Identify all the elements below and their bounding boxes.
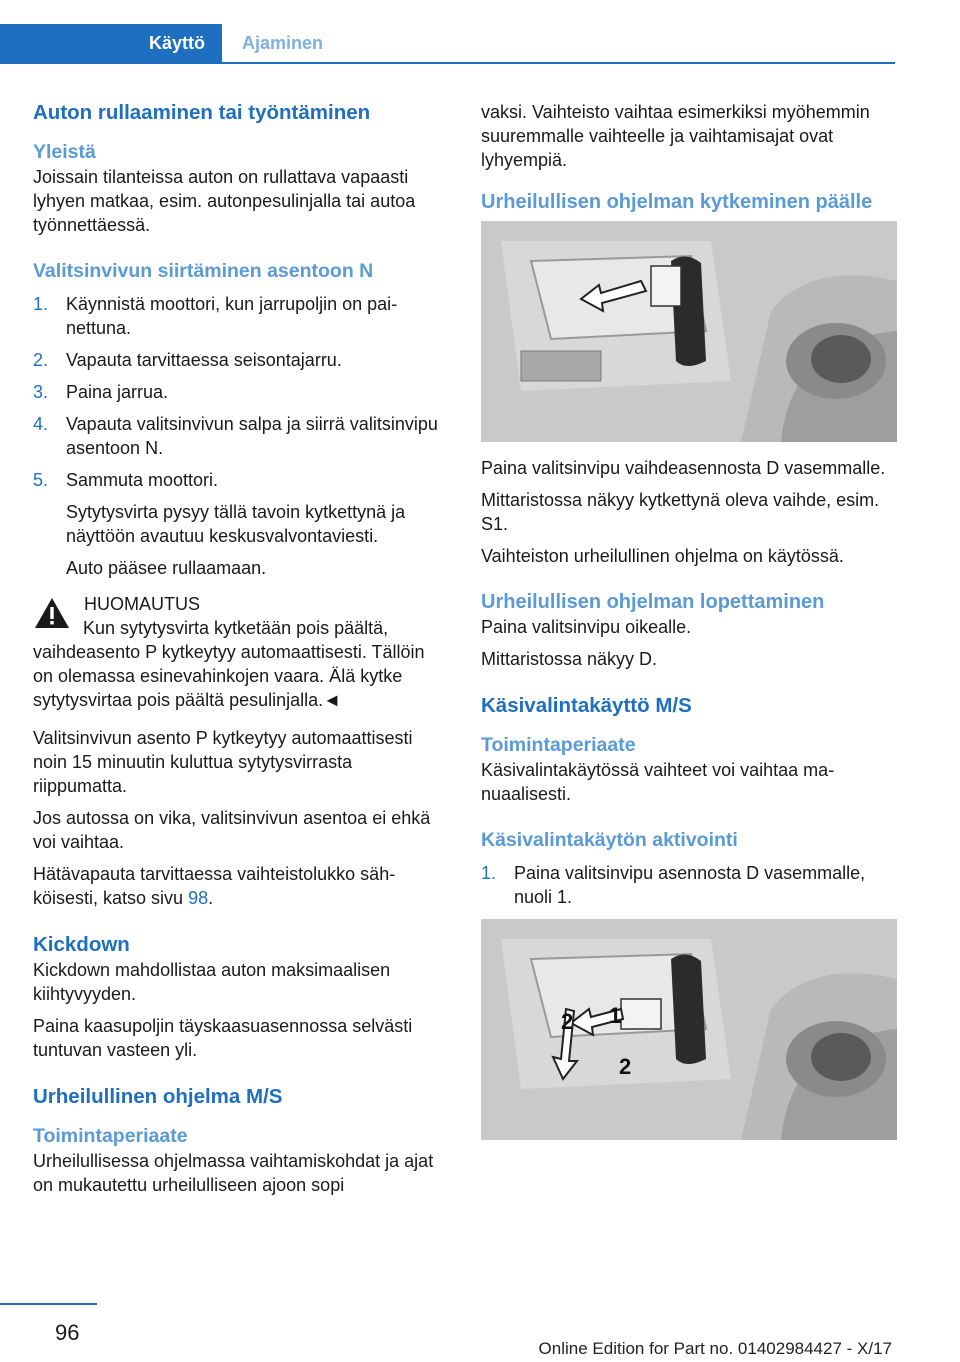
paragraph-manual: Käsivalintakäytössä vaihteet voi vaihtaa manuaalisesti. <box>481 760 835 804</box>
arrow-label-1: 1 <box>609 1003 622 1028</box>
activate-list <box>481 861 897 909</box>
steps-list <box>33 292 449 580</box>
right-column <box>481 100 897 1154</box>
step-text: Käynnistä moottori, kun jarrupoljin on painettuna. <box>66 294 398 338</box>
paragraph-kickdown-2: Paina kaasupoljin täyskaasuasennossa selvästi tuntuvan vasteen yli. <box>33 1016 413 1060</box>
step-number: 4. <box>33 414 49 434</box>
list-item <box>33 412 449 460</box>
paragraph-on-1: Paina valitsinvipu vaihdeasennosta D vasemmalle. <box>481 458 886 478</box>
list-item <box>33 380 449 404</box>
edition-text: Online Edition for Part no. 01402984427 - X/17 <box>538 1339 892 1358</box>
step-number: 1. <box>33 294 49 314</box>
paragraph-on-3: Vaihteiston urheilullinen ohjelma on käytössä. <box>481 546 844 566</box>
page-link[interactable]: 98 <box>188 888 209 908</box>
step5-sub1: Sytytysvirta pysyy tällä tavoin kytkettynä ja näyttöön avautuu keskusvalvontaviesti. <box>66 502 406 546</box>
heading-principle-2: Toimintaperiaate <box>481 734 636 756</box>
gear-selector-image <box>481 221 897 442</box>
step-number: 5. <box>33 470 49 490</box>
paragraph-general: Joissain tilanteissa auton on rullattava vapaasti lyhyen matkaa, esim. autonpesulinjalla tai autoa työnnettäessä. <box>33 167 416 235</box>
step-number: 1. <box>481 863 497 883</box>
step-text: Sammuta moottori. <box>66 470 219 490</box>
release-end: . <box>208 888 214 908</box>
paragraph-on-2: Mittaristossa näkyy kytkettynä oleva vaihde, esim. S1. <box>481 490 880 534</box>
paragraph-off-1: Paina valitsinvipu oikealle. <box>481 617 692 637</box>
arrow-label-2b: 2 <box>619 1054 632 1079</box>
heading-rolling: Auton rullaaminen tai työntäminen <box>33 101 371 124</box>
tab-ajaminen[interactable]: Ajaminen <box>242 32 324 53</box>
step-number: 2. <box>33 350 49 370</box>
page-number: 96 <box>55 1320 80 1345</box>
step-number: 3. <box>33 382 49 402</box>
step-text: Vapauta valitsinvivun salpa ja siirrä valitsinvipu asentoon N. <box>66 414 438 458</box>
heading-sport-off: Urheilullisen ohjelman lopettaminen <box>481 591 825 613</box>
list-item <box>33 468 449 580</box>
step-text: Paina jarrua. <box>66 382 169 402</box>
paragraph-kickdown-1: Kickdown mahdollistaa auton maksimaalisen kiihtyvyyden. <box>33 960 391 1004</box>
paragraph-auto-p: Valitsinvivun asento P kytkeytyy automaattisesti noin 15 minuutin kuluttua sytytysvirrasta riippumatta. <box>33 728 413 796</box>
list-item <box>33 348 449 372</box>
step5-sub2: Auto pääsee rullaamaan. <box>66 558 267 578</box>
arrow-label-2a: 2 <box>561 1009 574 1034</box>
warning-text: Kun sytytysvirta kytketään pois päältä, vaihdeasento P kytkeytyy automaattisesti. Tällöin on olemassa esinevahinkojen vaara. Älä kytke sytytysvirtaa pois päältä pesulinjalla.◄ <box>33 618 425 710</box>
tab-kaytto[interactable]: Käyttö <box>0 24 222 62</box>
heading-activate: Käsivalintakäytön aktivointi <box>481 829 738 851</box>
warning-title: HUOMAUTUS <box>84 594 200 614</box>
warning-block <box>33 592 449 712</box>
heading-shift-n: Valitsinvivun siirtäminen asentoon N <box>33 260 374 282</box>
paragraph-fault: Jos autossa on vika, valitsinvivun asentoa ei ehkä voi vaihtaa. <box>33 808 431 852</box>
paragraph-release <box>33 862 449 910</box>
heading-sport: Urheilullinen ohjelma M/S <box>33 1085 283 1108</box>
step-text: Paina valitsinvipu asennosta D vasemmalle, nuoli 1. <box>514 863 866 907</box>
manual-mode-image <box>481 919 897 1140</box>
paragraph-off-2: Mittaristossa näkyy D. <box>481 649 658 669</box>
heading-general: Yleistä <box>33 141 96 163</box>
release-text: Hätävapauta tarvittaessa vaihteistolukko sähköisesti, katso sivu <box>33 864 396 908</box>
heading-kickdown: Kickdown <box>33 933 130 956</box>
heading-principle: Toimintaperiaate <box>33 1125 188 1147</box>
warning-triangle-icon <box>33 596 71 630</box>
list-item <box>33 292 449 340</box>
list-item <box>481 861 897 909</box>
heading-sport-on: Urheilullisen ohjelman kytkeminen päälle <box>481 191 873 213</box>
left-column <box>33 100 449 1205</box>
header-bar <box>0 0 895 64</box>
step-text: Vapauta tarvittaessa seisontajarru. <box>66 350 342 370</box>
paragraph-continued: vaksi. Vaihteisto vaihtaa esimerkiksi myöhemmin suuremmalle vaihteelle ja vaihtamisajat ovat lyhyempiä. <box>481 102 870 170</box>
footer-rule <box>0 1303 97 1305</box>
heading-manual: Käsivalintakäyttö M/S <box>481 694 692 717</box>
paragraph-sport: Urheilullisessa ohjelmassa vaihtamiskohdat ja ajat on mukautettu urheilulliseen ajoon sopi <box>33 1151 434 1195</box>
